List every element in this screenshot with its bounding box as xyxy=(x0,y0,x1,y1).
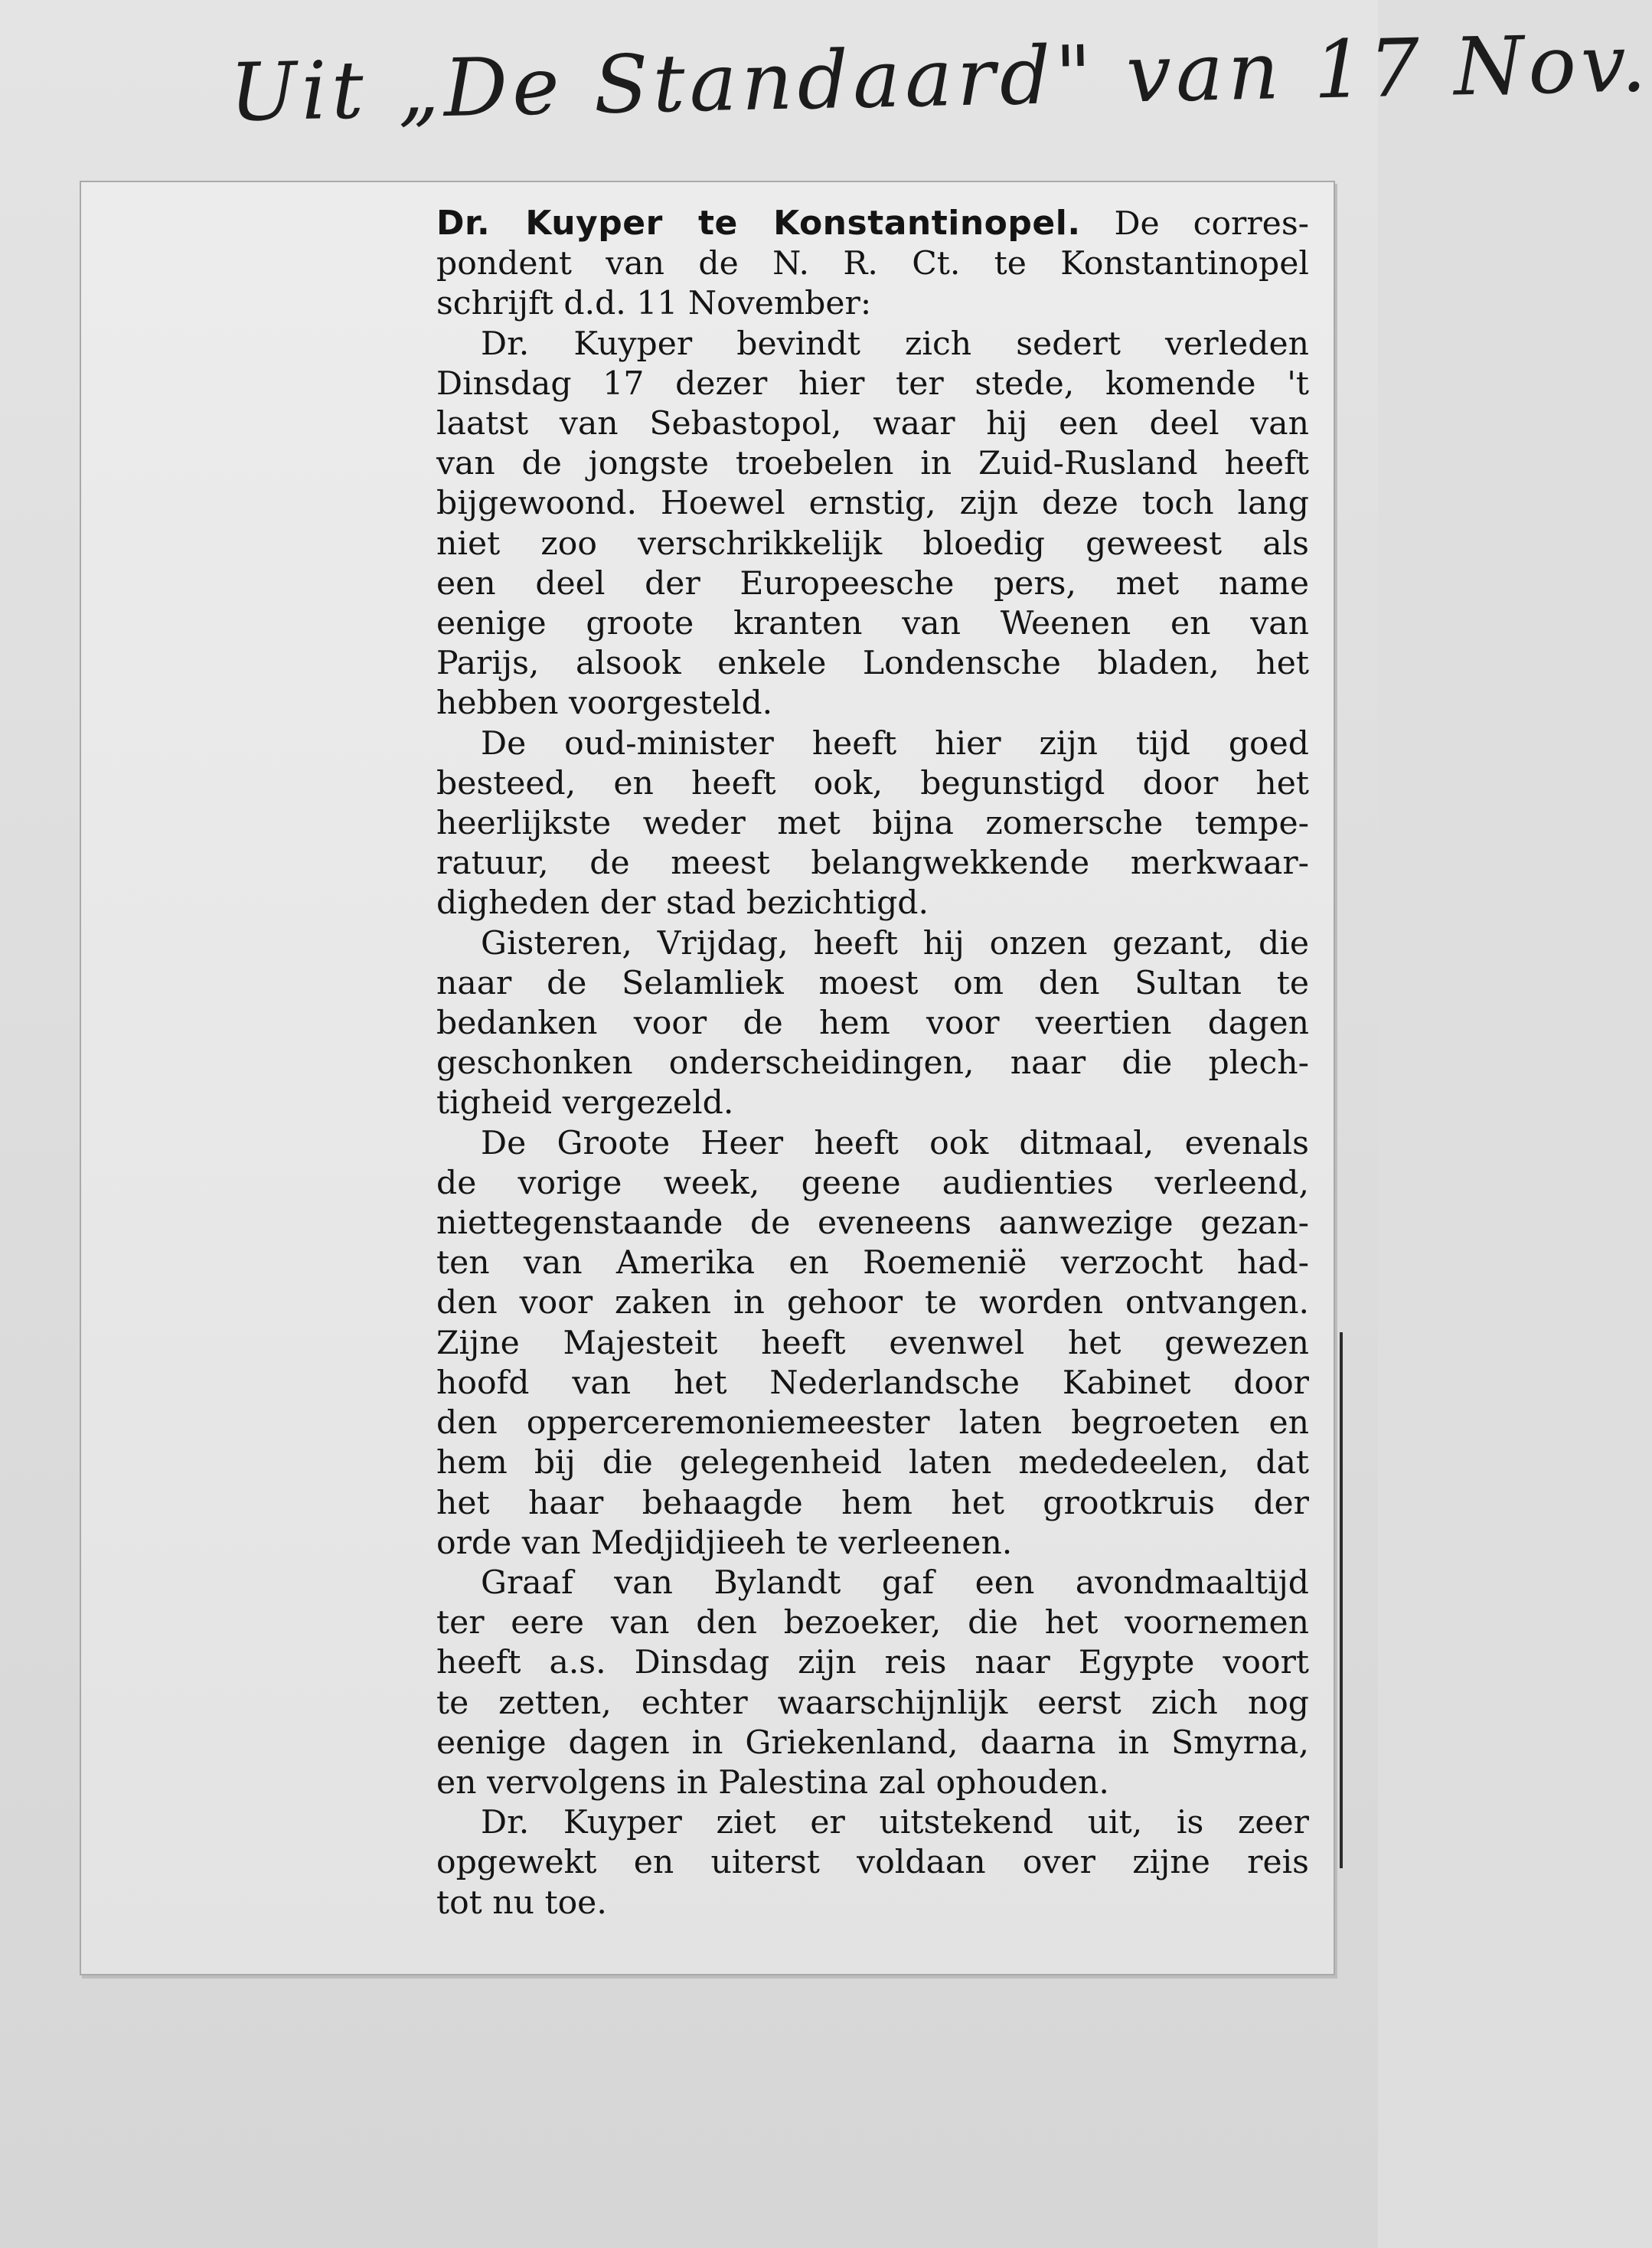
article-line: Gisteren, Vrijdag, heeft hij onzen gezant, die xyxy=(481,924,1309,962)
article-line: Zijne Majesteit heeft evenwel het gewezen xyxy=(436,1324,1309,1362)
article-first-line xyxy=(436,204,1309,244)
clipping-edge-line xyxy=(1340,1332,1343,1868)
article-line: ter eere van den bezoeker, die het voornemen xyxy=(436,1604,1309,1642)
article-line: De corres- xyxy=(1114,205,1309,243)
article-headline: Dr. Kuyper te Konstantinopel. xyxy=(436,204,1081,243)
article-line: tigheid vergezeld. xyxy=(436,1084,734,1122)
article-line: Dr. Kuyper bevindt zich sedert verleden xyxy=(481,325,1309,363)
article-body xyxy=(436,204,1309,1923)
article-line: heeft a.s. Dinsdag zijn reis naar Egypte voort xyxy=(436,1644,1309,1682)
article-line: bedanken voor de hem voor veertien dagen xyxy=(436,1005,1309,1043)
article-line: niettegenstaande de eveneens aanwezige gezan- xyxy=(436,1204,1309,1243)
article-line: een deel der Europeesche pers, met name xyxy=(436,564,1309,603)
article-line: bijgewoond. Hoewel ernstig, zijn deze toch lang xyxy=(436,485,1309,523)
article-line: opgewekt en uiterst voldaan over zijne reis xyxy=(436,1844,1309,1882)
article-line: niet zoo verschrikkelijk bloedig geweest als xyxy=(436,524,1309,563)
article-line: schrijft d.d. 11 November: xyxy=(436,285,872,323)
handwritten-note: Uit „De Standaard" van 17 Nov. xyxy=(228,16,1652,139)
article-line: hebben voorgesteld. xyxy=(436,685,773,723)
article-line: het haar behaagde hem het grootkruis der xyxy=(436,1484,1309,1522)
article-line: Parijs, alsook enkele Londensche bladen, het xyxy=(436,645,1309,683)
article-line: geschonken onderscheidingen, naar die plech- xyxy=(436,1044,1309,1083)
article-line: den opperceremoniemeester laten begroeten en xyxy=(436,1404,1309,1443)
article-line: eenige dagen in Griekenland, daarna in Smyrna, xyxy=(436,1724,1309,1762)
article-line: en vervolgens in Palestina zal ophouden. xyxy=(436,1763,1109,1802)
article-line: De Groote Heer heeft ook ditmaal, evenals xyxy=(481,1124,1309,1162)
article-line: tot nu toe. xyxy=(436,1884,607,1922)
article-line: orde van Medjidjieeh te verleenen. xyxy=(436,1524,1013,1562)
article-line: De oud-minister heeft hier zijn tijd goed xyxy=(481,724,1309,763)
article-line: ratuur, de meest belangwekkende merkwaar- xyxy=(436,845,1309,883)
article-line: den voor zaken in gehoor te worden ontvangen. xyxy=(436,1284,1309,1322)
article-line: pondent van de N. R. Ct. te Konstantinopel xyxy=(436,245,1309,283)
article-line: te zetten, echter waarschijnlijk eerst zich nog xyxy=(436,1684,1309,1722)
article-line: eenige groote kranten van Weenen en van xyxy=(436,605,1309,643)
article-line: Dinsdag 17 dezer hier ter stede, komende 't xyxy=(436,364,1309,403)
article-line: de vorige week, geene audienties verleend, xyxy=(436,1164,1309,1202)
article-line: Dr. Kuyper ziet er uitstekend uit, is zeer xyxy=(481,1804,1309,1842)
article-line: Graaf van Bylandt gaf een avondmaaltijd xyxy=(481,1563,1309,1602)
article-line: naar de Selamliek moest om den Sultan te xyxy=(436,964,1309,1002)
article-line: ten van Amerika en Roemenië verzocht had- xyxy=(436,1244,1309,1282)
article-line: hem bij die gelegenheid laten mededeelen, dat xyxy=(436,1444,1309,1482)
article-line: digheden der stad bezichtigd. xyxy=(436,884,929,923)
article-line: besteed, en heeft ook, begunstigd door het xyxy=(436,764,1309,802)
article-line: van de jongste troebelen in Zuid-Rusland heeft xyxy=(436,445,1309,483)
article-line: heerlijkste weder met bijna zomersche tempe- xyxy=(436,805,1309,843)
article-line: hoofd van het Nederlandsche Kabinet door xyxy=(436,1364,1309,1402)
article-line: laatst van Sebastopol, waar hij een deel van xyxy=(436,405,1309,443)
